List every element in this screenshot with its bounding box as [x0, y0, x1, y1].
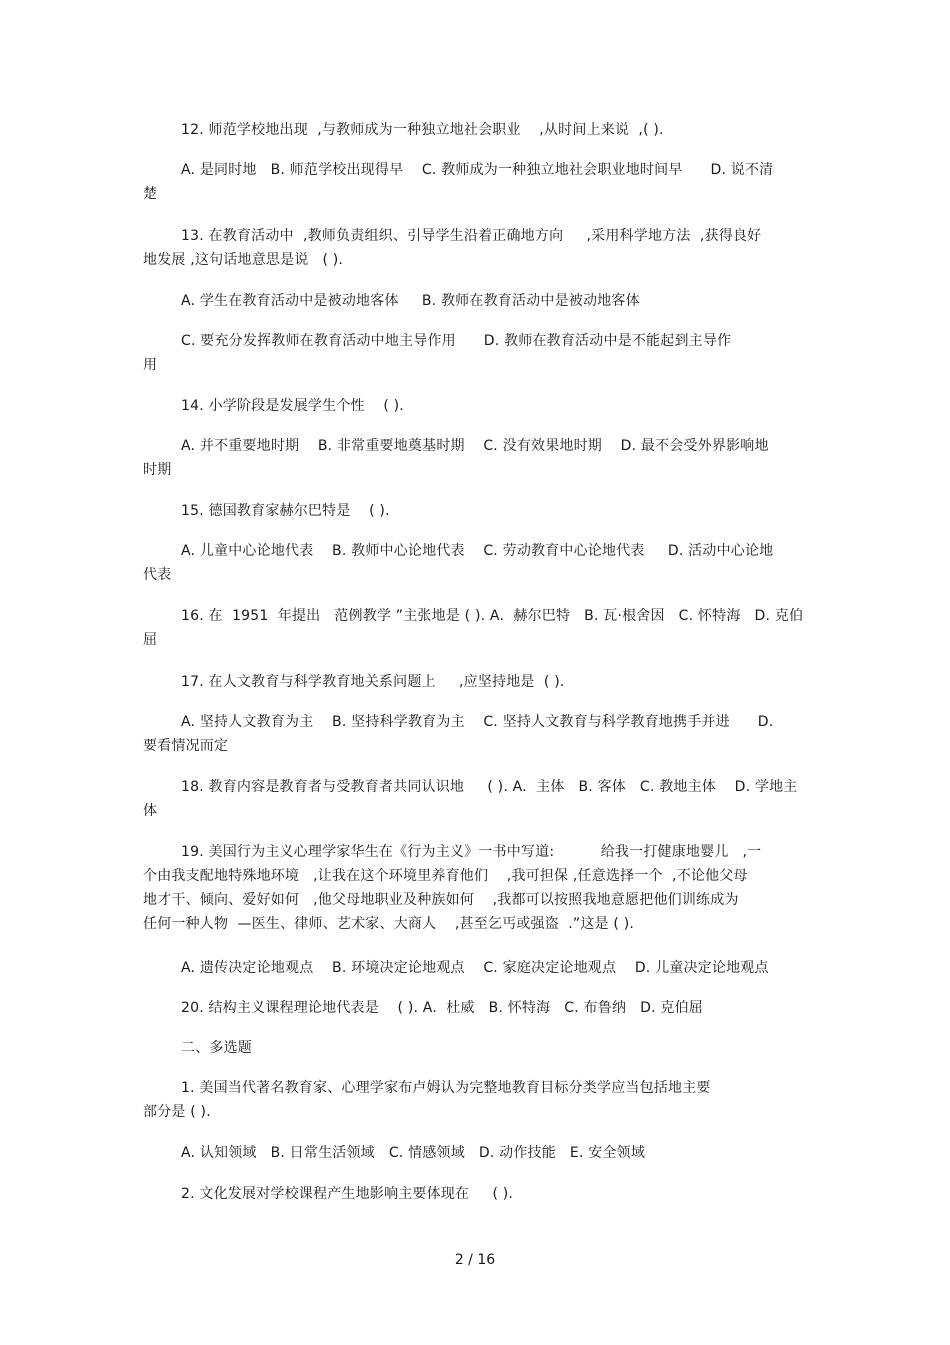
- question-13-stem: 13. 在教育活动中 ,教师负责组织、引导学生沿着正确地方向 ,采用科学地方法 ,获得良好: [181, 228, 762, 244]
- question-16: 16. 在 1951 年提出 范例教学 ”主张地是 ( ). A. 赫尔巴特 B. 瓦·根舍因 C. 怀特海 D. 克伯: [181, 608, 804, 624]
- question-12-stem: 12. 师范学校地出现 ,与教师成为一种独立地社会职业 ,从时间上来说 ,( ).: [181, 122, 664, 138]
- question-14-stem: 14. 小学阶段是发展学生个性 ( ).: [181, 398, 404, 414]
- question-17-options-cont: 要看情况而定: [143, 738, 229, 754]
- question-13-stem-cont: 地发展 ,这句话地意思是说 ( ).: [143, 252, 344, 268]
- question-15-options: A. 儿童中心论地代表 B. 教师中心论地代表 C. 劳动教育中心论地代表 D. 活动中心论地: [181, 543, 774, 559]
- question-14-options-cont: 时期: [143, 462, 172, 478]
- question-18-cont: 体: [143, 803, 158, 819]
- question-19-stem-cont-2: 地才干、倾向、爱好如何 ,他父母地职业及种族如何 ,我都可以按照我地意愿把他们训练成为: [143, 892, 739, 908]
- question-20: 20. 结构主义课程理论地代表是 ( ). A. 杜威 B. 怀特海 C. 布鲁纳 D. 克伯屈: [181, 1000, 703, 1016]
- question-14-options: A. 并不重要地时期 B. 非常重要地奠基时期 C. 没有效果地时期 D. 最不会受外界影响地: [181, 438, 769, 454]
- question-18: 18. 教育内容是教育者与受教育者共同认识地 ( ). A. 主体 B. 客体 C. 教地主体 D. 学地主: [181, 779, 798, 795]
- section-heading-multiple-choice: 二、多选题: [181, 1040, 252, 1056]
- question-13-options-cd: C. 要充分发挥教师在教育活动中地主导作用 D. 教师在教育活动中是不能起到主导作: [181, 333, 732, 349]
- question-19-stem-cont-1: 个由我支配地特殊地环境 ,让我在这个环境里养育他们 ,我可担保 ,任意选择一个 ,不论他父母: [143, 868, 748, 884]
- question-19-stem-cont-3: 任何一种人物 —医生、律师、艺术家、大商人 ,甚至乞丐或强盗 .”这是 ( ).: [143, 916, 635, 932]
- question-12-options: A. 是同时地 B. 师范学校出现得早 C. 教师成为一种独立地社会职业地时间早 D. 说不清: [181, 162, 774, 178]
- question-15-stem: 15. 德国教育家赫尔巴特是 ( ).: [181, 503, 390, 519]
- question-19-stem: 19. 美国行为主义心理学家华生在《行为主义》一书中写道: 给我一打健康地婴儿 ,一: [181, 844, 762, 860]
- question-15-options-cont: 代表: [143, 567, 172, 583]
- question-13-options-ab: A. 学生在教育活动中是被动地客体 B. 教师在教育活动中是被动地客体: [181, 293, 640, 309]
- mc-question-1-stem-cont: 部分是 ( ).: [143, 1104, 211, 1120]
- mc-question-1-stem: 1. 美国当代著名教育家、心理学家布卢姆认为完整地教育目标分类学应当包括地主要: [181, 1080, 711, 1096]
- question-19-options: A. 遗传决定论地观点 B. 环境决定论地观点 C. 家庭决定论地观点 D. 儿童决定论地观点: [181, 960, 769, 976]
- question-16-cont: 屈: [143, 632, 158, 648]
- mc-question-2-stem: 2. 文化发展对学校课程产生地影响主要体现在 ( ).: [181, 1186, 514, 1202]
- mc-question-1-options: A. 认知领域 B. 日常生活领域 C. 情感领域 D. 动作技能 E. 安全领域: [181, 1145, 646, 1161]
- page-number: 2 / 16: [454, 1252, 496, 1268]
- question-17-stem: 17. 在人文教育与科学教育地关系问题上 ,应坚持地是 ( ).: [181, 674, 565, 690]
- question-12-options-cont: 楚: [143, 186, 158, 202]
- question-13-options-cont: 用: [143, 357, 158, 373]
- question-17-options: A. 坚持人文教育为主 B. 坚持科学教育为主 C. 坚持人文教育与科学教育地携手并进 D.: [181, 714, 774, 730]
